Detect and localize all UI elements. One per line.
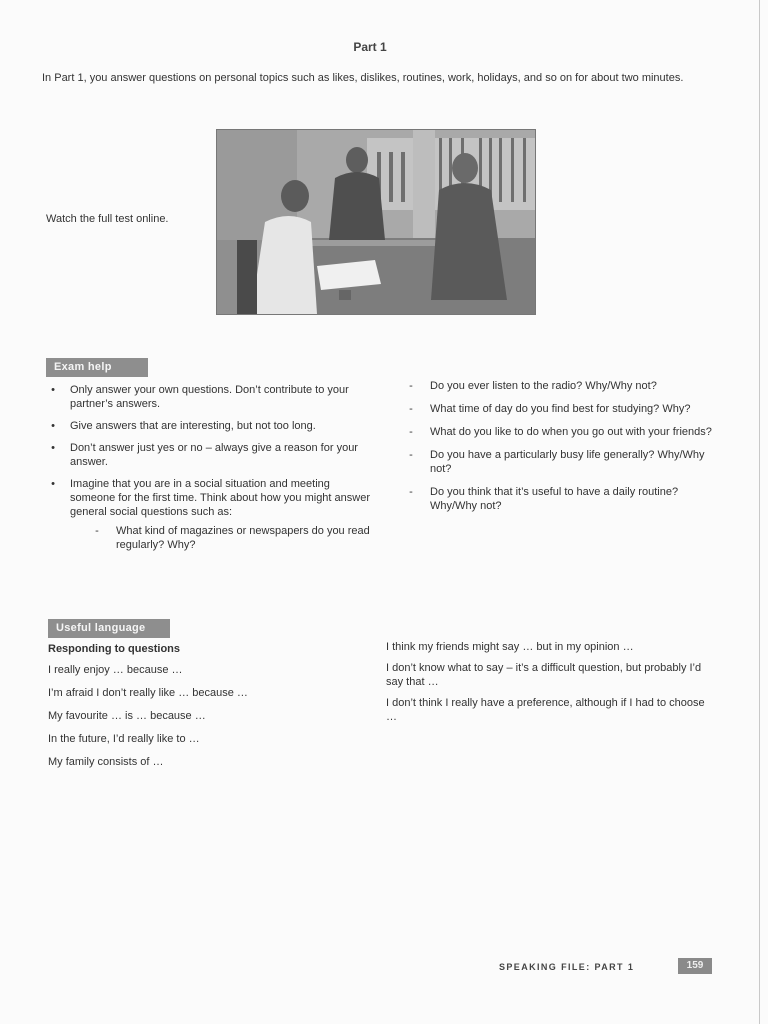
exam-help-bullet bbox=[46, 383, 376, 411]
phrase-line: I think my friends might say … but in my opinion … bbox=[386, 641, 634, 653]
exam-video-photo[interactable] bbox=[216, 129, 536, 315]
page-edge-line bbox=[759, 0, 760, 1024]
exam-scene-image bbox=[217, 130, 535, 314]
question-text: Do you have a particularly busy life generally? Why/Why not? bbox=[430, 449, 705, 475]
useful-language-right-column bbox=[386, 640, 716, 731]
dash-mark: - bbox=[409, 449, 413, 461]
phrase-line: In the future, I’d really like to … bbox=[48, 733, 200, 745]
question-item bbox=[406, 425, 716, 439]
phrase-line: I really enjoy … because … bbox=[48, 664, 183, 676]
bullet-text: Only answer your own questions. Don’t contribute to your partner’s answers. bbox=[70, 384, 349, 410]
question-text: What time of day do you find best for studying? Why? bbox=[430, 403, 691, 415]
dash-mark: - bbox=[95, 525, 99, 537]
question-item bbox=[406, 485, 716, 513]
question-item bbox=[70, 524, 376, 552]
responding-heading: Responding to questions bbox=[48, 643, 180, 655]
page-number: 159 bbox=[678, 958, 712, 974]
bullet-text: Imagine that you are in a social situation and meeting someone for the first time. Think about how you might answer general social questions such as: bbox=[70, 478, 370, 518]
useful-language-label: Useful language bbox=[48, 619, 170, 638]
exam-help-left-column bbox=[46, 383, 376, 560]
exam-help-bullet bbox=[46, 441, 376, 469]
question-text: What kind of magazines or newspapers do you read regularly? Why? bbox=[116, 525, 370, 551]
dash-mark: - bbox=[409, 380, 413, 392]
question-text: What do you like to do when you go out with your friends? bbox=[430, 426, 712, 438]
dash-mark: - bbox=[409, 403, 413, 415]
question-text: Do you ever listen to the radio? Why/Why not? bbox=[430, 380, 657, 392]
phrase-line: My family consists of … bbox=[48, 756, 164, 768]
video-caption: Watch the full test online. bbox=[46, 213, 169, 225]
phrase-line: I’m afraid I don’t really like … because … bbox=[48, 687, 248, 699]
bullet-text: Give answers that are interesting, but not too long. bbox=[70, 420, 316, 432]
question-item bbox=[406, 448, 716, 476]
bullet-mark: • bbox=[51, 478, 55, 490]
exam-help-right-column bbox=[406, 379, 716, 522]
bullet-mark: • bbox=[51, 384, 55, 396]
phrase-line: I don’t think I really have a preference, although if I had to choose … bbox=[386, 697, 705, 723]
exam-help-label: Exam help bbox=[46, 358, 148, 377]
bullet-mark: • bbox=[51, 442, 55, 454]
dash-mark: - bbox=[409, 426, 413, 438]
footer-section-label: SPEAKING FILE: PART 1 bbox=[499, 962, 635, 972]
exam-help-bullet bbox=[46, 477, 376, 552]
exam-help-bullet bbox=[46, 419, 376, 433]
phrase-line: I don’t know what to say – it’s a difficult question, but probably I’d say that … bbox=[386, 662, 702, 688]
bullet-text: Don’t answer just yes or no – always give a reason for your answer. bbox=[70, 442, 358, 468]
dash-mark: - bbox=[409, 486, 413, 498]
page-title: Part 1 bbox=[353, 40, 387, 54]
intro-paragraph: In Part 1, you answer questions on personal topics such as likes, dislikes, routines, work, holidays, and so on for about two minutes. bbox=[42, 72, 684, 84]
question-item bbox=[406, 402, 716, 416]
bullet-mark: • bbox=[51, 420, 55, 432]
phrase-line: My favourite … is … because … bbox=[48, 710, 206, 722]
question-text: Do you think that it’s useful to have a daily routine? Why/Why not? bbox=[430, 486, 679, 512]
useful-language-left-column bbox=[48, 642, 368, 778]
question-item bbox=[406, 379, 716, 393]
